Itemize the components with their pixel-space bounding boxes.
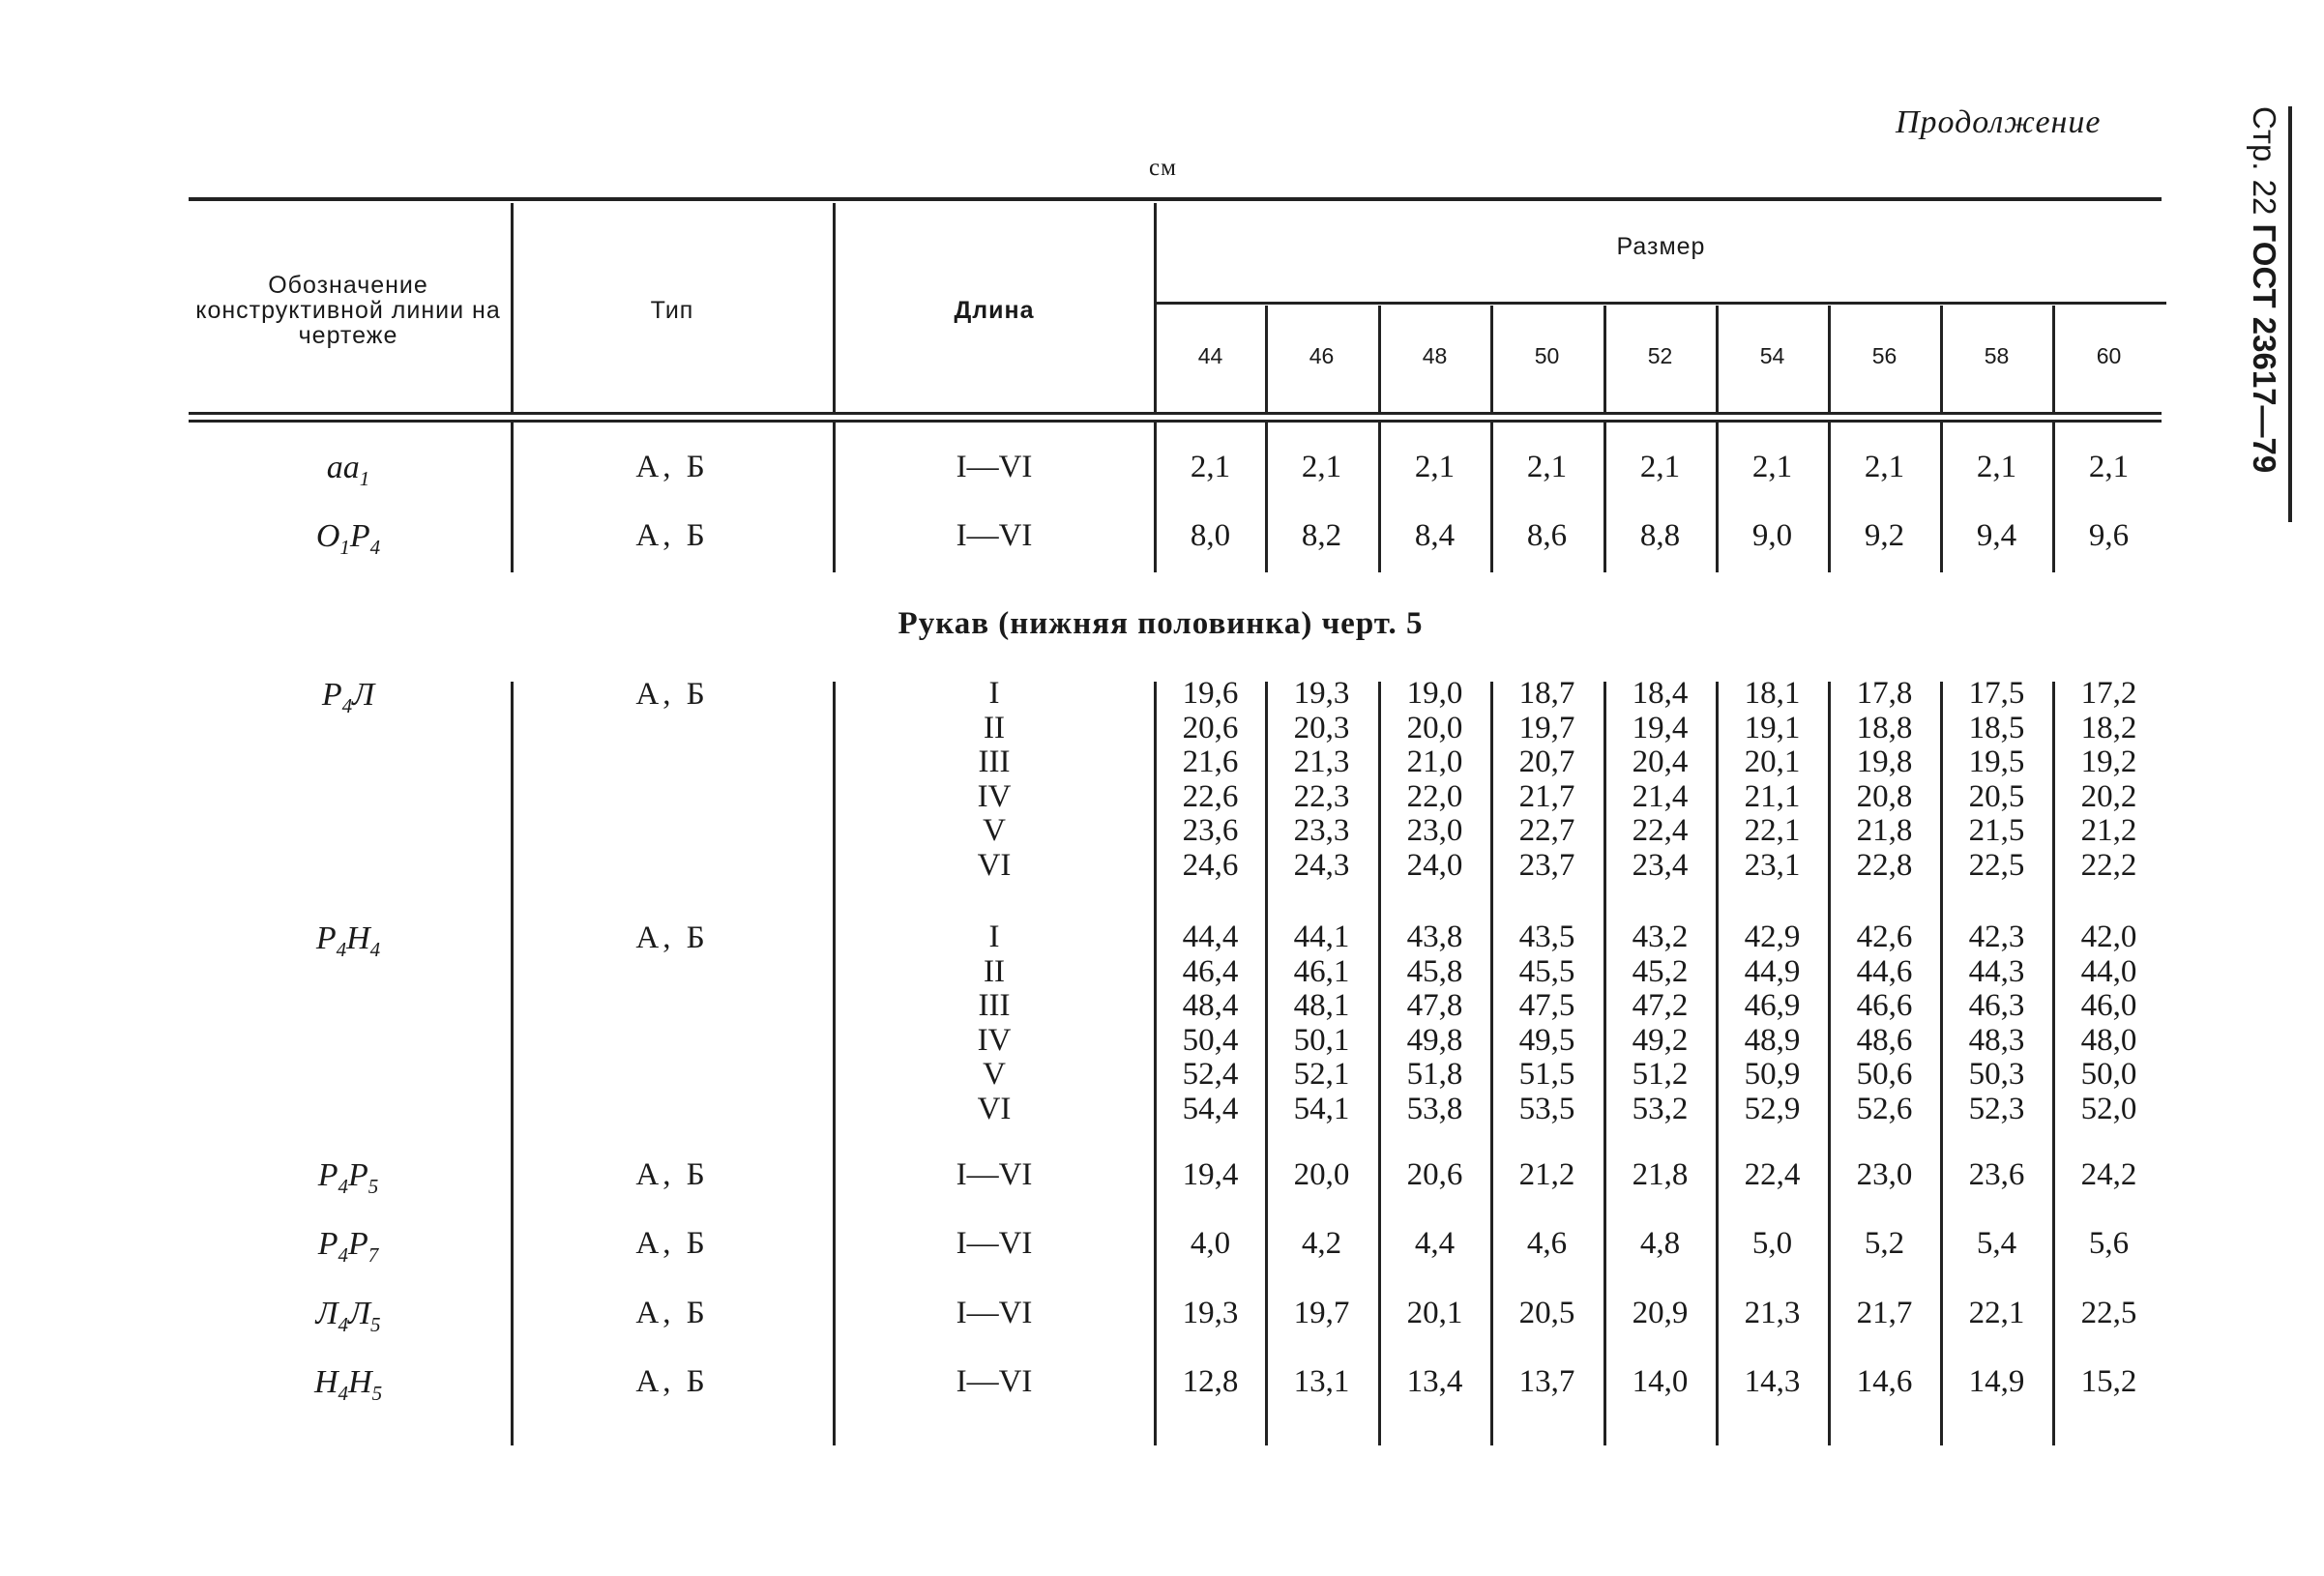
size-header-50: 50 (1534, 343, 1560, 368)
length-item: VI (977, 847, 1012, 883)
value-cell: 44,4 (1182, 919, 1239, 954)
value-cell: 4,2 (1301, 1226, 1342, 1261)
value-cell: 43,8 (1406, 919, 1463, 954)
type-cell: А, Б (635, 450, 709, 484)
value-cell: 18,8 (1856, 710, 1913, 745)
value-cell: 19,4 (1182, 1157, 1239, 1192)
type-cell: А, Б (635, 920, 709, 955)
value-cell: 44,1 (1293, 919, 1350, 954)
value-cell: 19,7 (1518, 710, 1575, 745)
header-size-column: Размер (1616, 233, 1706, 260)
value-cell: 48,1 (1293, 988, 1350, 1023)
value-cell: 52,4 (1182, 1057, 1239, 1092)
header-double-rule-a (189, 412, 2162, 415)
value-cell: 21,3 (1744, 1296, 1801, 1330)
length-stack (835, 920, 1154, 1126)
value-cell: 46,9 (1744, 988, 1801, 1023)
value-cell: 4,8 (1639, 1226, 1681, 1261)
value-cell: 19,8 (1856, 744, 1913, 779)
value-cell: 12,8 (1182, 1364, 1239, 1399)
value-cell: 9,4 (1976, 518, 2017, 553)
value-cell: 20,5 (1518, 1296, 1575, 1330)
value-cell: 21,2 (2080, 813, 2137, 848)
value-cell: 22,7 (1518, 813, 1575, 848)
value-cell: 20,4 (1632, 744, 1689, 779)
value-cell: 23,6 (1968, 1157, 2025, 1192)
value-cell: 18,4 (1632, 676, 1689, 711)
value-cell: 20,8 (1856, 778, 1913, 814)
value-cell: 48,4 (1182, 988, 1239, 1023)
section-title: Рукав (нижняя половинка) черт. 5 (897, 606, 1424, 641)
value-cell: 5,0 (1751, 1226, 1793, 1261)
value-cell: 2,1 (1864, 450, 1905, 484)
value-cell: 20,0 (1406, 710, 1463, 745)
value-cell: 21,8 (1632, 1157, 1689, 1192)
length-stack (835, 677, 1154, 883)
length-item: I (988, 676, 1000, 711)
length-item: IV (977, 1022, 1012, 1058)
value-cell: 45,2 (1632, 953, 1689, 989)
value-cell: 4,6 (1526, 1226, 1568, 1261)
value-cell: 20,9 (1632, 1296, 1689, 1330)
type-cell: А, Б (635, 1364, 709, 1399)
value-cell: 23,3 (1293, 813, 1350, 848)
value-cell: 23,1 (1744, 847, 1801, 883)
value-stack (1156, 677, 1265, 883)
value-cell: 42,3 (1968, 919, 2025, 954)
table-top-rule (189, 197, 2162, 201)
size-header-58: 58 (1984, 343, 2010, 368)
value-cell: 24,3 (1293, 847, 1350, 883)
value-cell: 49,2 (1632, 1022, 1689, 1058)
length-cell: I—VI (956, 518, 1033, 553)
value-stack (1605, 920, 1715, 1126)
value-cell: 2,1 (1414, 450, 1456, 484)
size-header-54: 54 (1759, 343, 1785, 368)
value-stack (1492, 920, 1602, 1126)
value-cell: 43,2 (1632, 919, 1689, 954)
size-header-52: 52 (1647, 343, 1673, 368)
value-cell: 5,6 (2088, 1226, 2130, 1261)
value-cell: 2,1 (1301, 450, 1342, 484)
value-cell: 22,6 (1182, 778, 1239, 814)
value-cell: 50,1 (1293, 1022, 1350, 1058)
value-cell: 22,2 (2080, 847, 2137, 883)
value-cell: 22,1 (1744, 813, 1801, 848)
value-stack (1380, 920, 1489, 1126)
value-cell: 52,1 (1293, 1057, 1350, 1092)
value-cell: 51,8 (1406, 1057, 1463, 1092)
value-cell: 20,1 (1744, 744, 1801, 779)
value-cell: 17,8 (1856, 676, 1913, 711)
value-stack (1267, 677, 1376, 883)
line-label: $P_4H_4$ (315, 920, 381, 961)
value-cell: 46,4 (1182, 953, 1239, 989)
value-cell: 45,8 (1406, 953, 1463, 989)
value-cell: 4,4 (1414, 1226, 1456, 1261)
value-cell: 53,2 (1632, 1091, 1689, 1126)
value-cell: 15,2 (2080, 1364, 2137, 1399)
value-cell: 24,2 (2080, 1157, 2137, 1192)
value-cell: 48,9 (1744, 1022, 1801, 1058)
line-label: $P_4Л$ (321, 677, 375, 717)
value-cell: 47,5 (1518, 988, 1575, 1023)
line-label: $H_4H_5$ (313, 1364, 383, 1405)
value-cell: 24,0 (1406, 847, 1463, 883)
value-stack (1942, 920, 2051, 1126)
value-cell: 20,7 (1518, 744, 1575, 779)
value-cell: 8,2 (1301, 518, 1342, 553)
value-cell: 5,2 (1864, 1226, 1905, 1261)
value-cell: 21,5 (1968, 813, 2025, 848)
value-cell: 53,8 (1406, 1091, 1463, 1126)
value-cell: 19,6 (1182, 676, 1239, 711)
value-cell: 48,0 (2080, 1022, 2137, 1058)
value-cell: 42,9 (1744, 919, 1801, 954)
line-label: $Л_4Л_5$ (315, 1296, 381, 1336)
value-cell: 21,1 (1744, 778, 1801, 814)
value-cell: 22,4 (1744, 1157, 1801, 1192)
value-stack (2054, 677, 2163, 883)
value-cell: 9,0 (1751, 518, 1793, 553)
value-cell: 50,6 (1856, 1057, 1913, 1092)
value-cell: 19,4 (1632, 710, 1689, 745)
value-cell: 9,6 (2088, 518, 2130, 553)
value-cell: 47,8 (1406, 988, 1463, 1023)
value-cell: 54,1 (1293, 1091, 1350, 1126)
length-item: I (988, 919, 1000, 954)
value-stack (1492, 677, 1602, 883)
value-stack (1942, 677, 2051, 883)
value-cell: 46,0 (2080, 988, 2137, 1023)
value-cell: 53,5 (1518, 1091, 1575, 1126)
value-cell: 20,0 (1293, 1157, 1350, 1192)
side-divider (2288, 106, 2292, 522)
length-item: III (978, 988, 1011, 1023)
value-cell: 5,4 (1976, 1226, 2017, 1261)
length-item: V (983, 1057, 1006, 1092)
value-cell: 18,5 (1968, 710, 2025, 745)
value-cell: 50,0 (2080, 1057, 2137, 1092)
value-cell: 21,2 (1518, 1157, 1575, 1192)
length-item: V (983, 813, 1006, 848)
value-cell: 20,6 (1406, 1157, 1463, 1192)
value-cell: 52,3 (1968, 1091, 2025, 1126)
value-cell: 20,1 (1406, 1296, 1463, 1330)
type-cell: А, Б (635, 518, 709, 553)
value-cell: 8,6 (1526, 518, 1568, 553)
value-stack (1718, 920, 1827, 1126)
length-cell: I—VI (956, 1226, 1033, 1261)
length-cell: I—VI (956, 1296, 1033, 1330)
value-stack (1830, 920, 1939, 1126)
value-cell: 2,1 (2088, 450, 2130, 484)
size-header-56: 56 (1871, 343, 1897, 368)
value-cell: 20,5 (1968, 778, 2025, 814)
value-cell: 13,1 (1293, 1364, 1350, 1399)
length-cell: I—VI (956, 450, 1033, 484)
value-cell: 18,1 (1744, 676, 1801, 711)
value-cell: 21,8 (1856, 813, 1913, 848)
value-cell: 13,4 (1406, 1364, 1463, 1399)
value-cell: 17,2 (2080, 676, 2137, 711)
value-cell: 48,3 (1968, 1022, 2025, 1058)
length-item: II (984, 710, 1005, 745)
value-cell: 47,2 (1632, 988, 1689, 1023)
length-item: IV (977, 778, 1012, 814)
size-header-44: 44 (1197, 343, 1223, 368)
size-header-48: 48 (1422, 343, 1448, 368)
length-item: II (984, 953, 1005, 989)
page-number: Стр. 22 (2247, 106, 2282, 216)
type-cell: А, Б (635, 1296, 709, 1330)
continuation-label: Продолжение (1896, 104, 2102, 140)
length-cell: I—VI (956, 1364, 1033, 1399)
value-cell: 20,2 (2080, 778, 2137, 814)
value-stack (1267, 920, 1376, 1126)
value-cell: 51,5 (1518, 1057, 1575, 1092)
value-stack (1830, 677, 1939, 883)
value-cell: 52,6 (1856, 1091, 1913, 1126)
side-header-text (2246, 106, 2282, 473)
value-cell: 48,6 (1856, 1022, 1913, 1058)
value-cell: 2,1 (1976, 450, 2017, 484)
side-page-header (2228, 106, 2286, 522)
value-cell: 8,4 (1414, 518, 1456, 553)
value-cell: 42,6 (1856, 919, 1913, 954)
value-cell: 22,3 (1293, 778, 1350, 814)
value-cell: 52,0 (2080, 1091, 2137, 1126)
value-cell: 50,4 (1182, 1022, 1239, 1058)
standard-code: ГОСТ 23617—79 (2247, 223, 2282, 474)
value-cell: 19,7 (1293, 1296, 1350, 1330)
value-cell: 14,6 (1856, 1364, 1913, 1399)
value-cell: 18,7 (1518, 676, 1575, 711)
value-cell: 44,6 (1856, 953, 1913, 989)
value-cell: 50,3 (1968, 1057, 2025, 1092)
length-item: VI (977, 1091, 1012, 1126)
value-cell: 20,6 (1182, 710, 1239, 745)
value-cell: 45,5 (1518, 953, 1575, 989)
value-cell: 14,0 (1632, 1364, 1689, 1399)
value-cell: 50,9 (1744, 1057, 1801, 1092)
value-cell: 19,5 (1968, 744, 2025, 779)
value-cell: 24,6 (1182, 847, 1239, 883)
value-cell: 44,9 (1744, 953, 1801, 989)
value-cell: 49,5 (1518, 1022, 1575, 1058)
value-cell: 21,7 (1518, 778, 1575, 814)
value-cell: 19,3 (1293, 676, 1350, 711)
header-label-column: Обозначение конструктивной линии на чертеже (195, 272, 501, 349)
size-header-46: 46 (1309, 343, 1335, 368)
line-label: $aa_1$ (326, 450, 370, 490)
value-cell: 42,0 (2080, 919, 2137, 954)
value-cell: 23,4 (1632, 847, 1689, 883)
value-cell: 23,7 (1518, 847, 1575, 883)
value-cell: 44,0 (2080, 953, 2137, 989)
value-cell: 2,1 (1751, 450, 1793, 484)
type-cell: А, Б (635, 1226, 709, 1261)
line-label: $O_1P_4$ (315, 518, 381, 559)
value-cell: 8,0 (1190, 518, 1231, 553)
value-cell: 22,4 (1632, 813, 1689, 848)
value-cell: 22,1 (1968, 1296, 2025, 1330)
value-cell: 54,4 (1182, 1091, 1239, 1126)
value-cell: 22,0 (1406, 778, 1463, 814)
value-cell: 14,3 (1744, 1364, 1801, 1399)
value-cell: 21,3 (1293, 744, 1350, 779)
value-cell: 21,6 (1182, 744, 1239, 779)
size-header-60: 60 (2096, 343, 2122, 368)
value-cell: 14,9 (1968, 1364, 2025, 1399)
value-cell: 19,3 (1182, 1296, 1239, 1330)
value-cell: 21,0 (1406, 744, 1463, 779)
type-cell: А, Б (635, 1157, 709, 1192)
value-cell: 22,8 (1856, 847, 1913, 883)
value-cell: 21,7 (1856, 1296, 1913, 1330)
value-cell: 19,1 (1744, 710, 1801, 745)
value-cell: 21,4 (1632, 778, 1689, 814)
type-cell: А, Б (635, 677, 709, 712)
value-stack (1156, 920, 1265, 1126)
header-length-column: Длина (954, 297, 1035, 324)
value-cell: 8,8 (1639, 518, 1681, 553)
size-header-rule (1156, 302, 2166, 305)
length-item: III (978, 744, 1011, 779)
value-cell: 2,1 (1639, 450, 1681, 484)
value-cell: 51,2 (1632, 1057, 1689, 1092)
line-label: $P_4P_7$ (317, 1226, 379, 1267)
units-label: см (1149, 155, 1177, 181)
value-cell: 13,7 (1518, 1364, 1575, 1399)
value-cell: 46,1 (1293, 953, 1350, 989)
value-cell: 23,6 (1182, 813, 1239, 848)
value-cell: 9,2 (1864, 518, 1905, 553)
value-cell: 17,5 (1968, 676, 2025, 711)
value-cell: 4,0 (1190, 1226, 1231, 1261)
value-cell: 2,1 (1190, 450, 1231, 484)
value-cell: 46,6 (1856, 988, 1913, 1023)
value-cell: 18,2 (2080, 710, 2137, 745)
value-cell: 44,3 (1968, 953, 2025, 989)
value-stack (1380, 677, 1489, 883)
value-cell: 22,5 (1968, 847, 2025, 883)
value-cell: 20,3 (1293, 710, 1350, 745)
line-label: $P_4P_5$ (317, 1157, 379, 1198)
value-cell: 46,3 (1968, 988, 2025, 1023)
value-stack (1605, 677, 1715, 883)
length-cell: I—VI (956, 1157, 1033, 1192)
value-cell: 23,0 (1856, 1157, 1913, 1192)
value-stack (1718, 677, 1827, 883)
value-cell: 43,5 (1518, 919, 1575, 954)
header-double-rule-b (189, 420, 2162, 423)
value-cell: 52,9 (1744, 1091, 1801, 1126)
value-stack (2054, 920, 2163, 1126)
value-cell: 19,0 (1406, 676, 1463, 711)
value-cell: 49,8 (1406, 1022, 1463, 1058)
value-cell: 19,2 (2080, 744, 2137, 779)
header-type-column: Тип (650, 297, 694, 324)
value-cell: 22,5 (2080, 1296, 2137, 1330)
value-cell: 2,1 (1526, 450, 1568, 484)
value-cell: 23,0 (1406, 813, 1463, 848)
